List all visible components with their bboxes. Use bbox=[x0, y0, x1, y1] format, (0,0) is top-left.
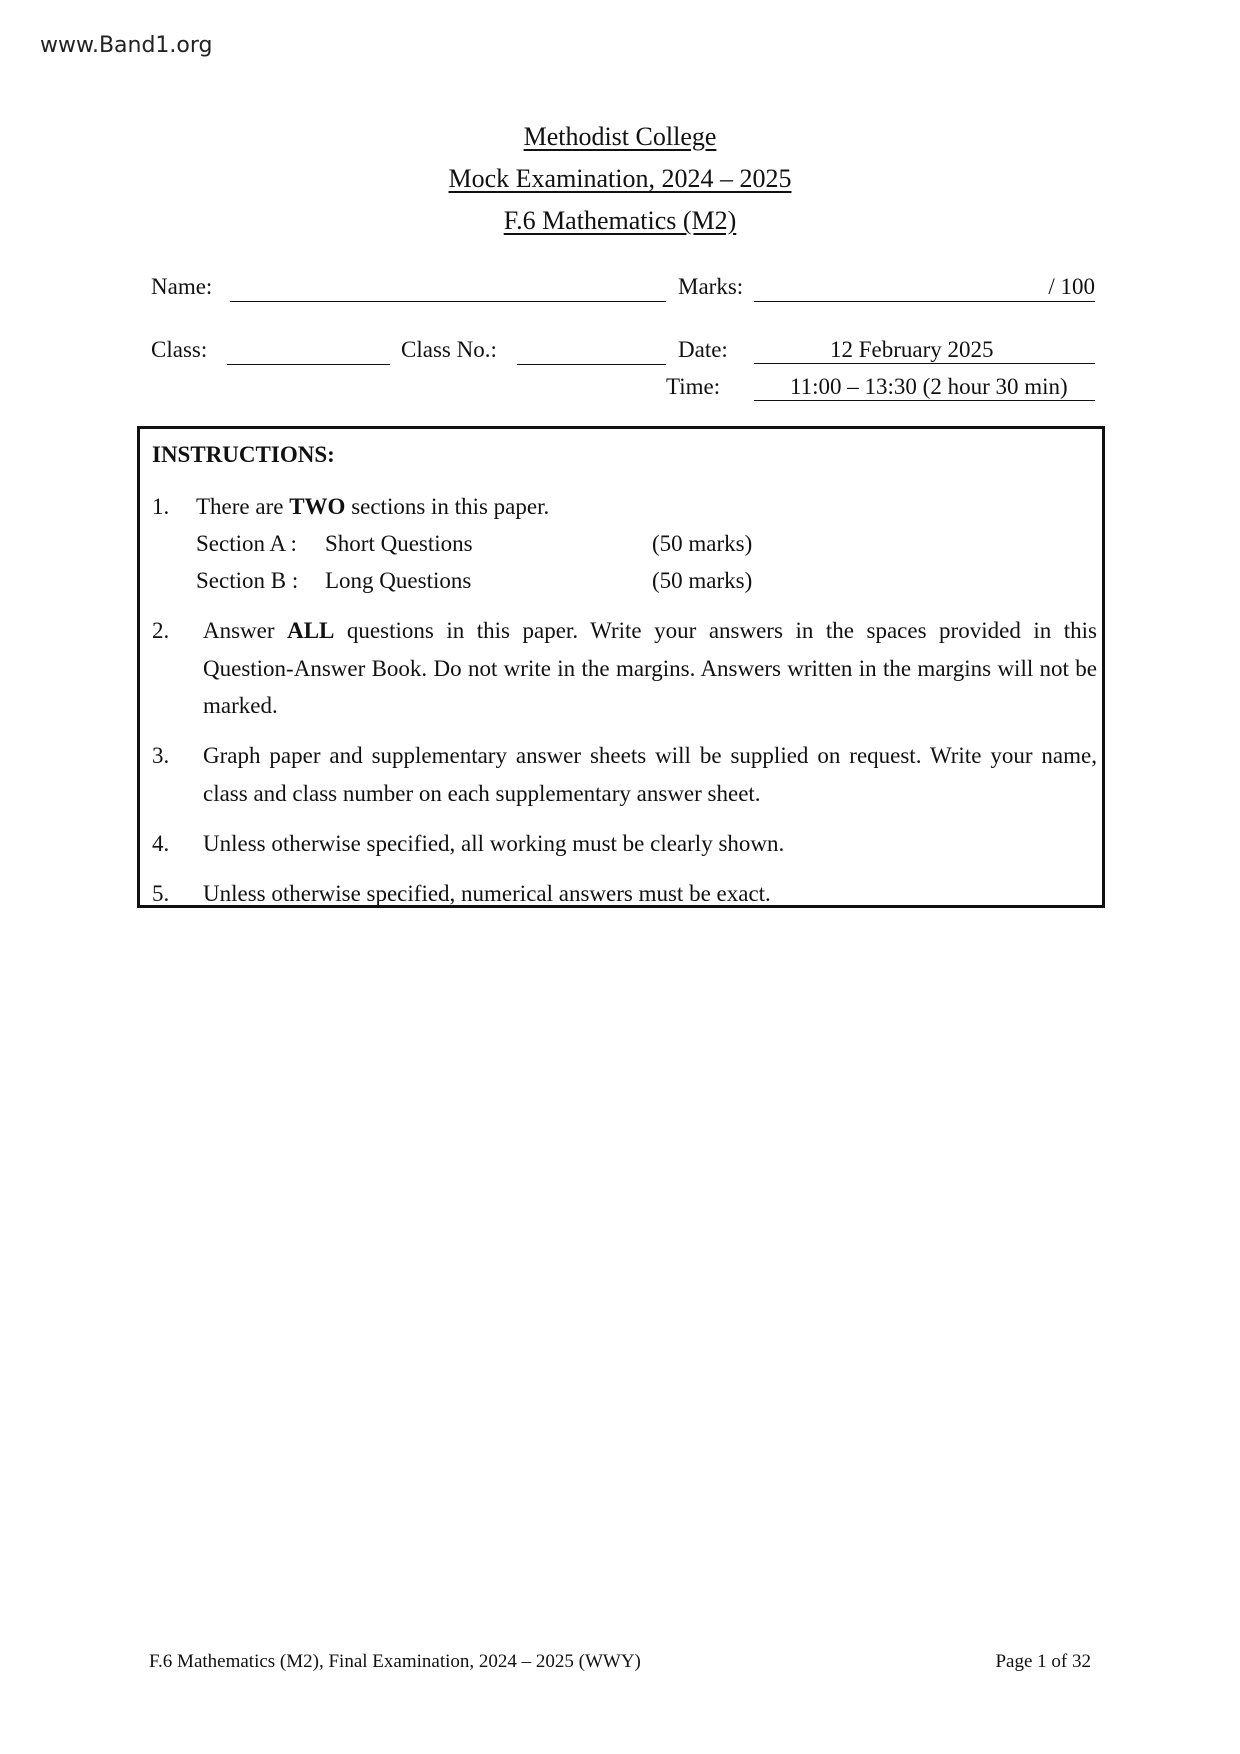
instructions-box bbox=[137, 426, 1105, 908]
name-label: Name: bbox=[151, 274, 213, 299]
item-number: 1. bbox=[152, 494, 170, 519]
section-b-name: Long Questions bbox=[325, 568, 472, 593]
name-field[interactable] bbox=[230, 273, 666, 302]
item-number: 2. bbox=[152, 618, 170, 643]
class-label: Class: bbox=[151, 337, 208, 362]
item-number: 4. bbox=[152, 831, 170, 856]
section-b-label: Section B : bbox=[196, 568, 299, 593]
exam-title: Mock Examination, 2024 – 2025 bbox=[448, 164, 792, 193]
instructions-heading: INSTRUCTIONS: bbox=[152, 442, 335, 467]
marks-label: Marks: bbox=[678, 274, 744, 299]
date-label: Date: bbox=[678, 337, 728, 362]
instruction-item-5: Unless otherwise specified, numerical answers must be exact. bbox=[203, 881, 771, 906]
class-field[interactable] bbox=[227, 336, 390, 365]
instruction-item-4: Unless otherwise specified, all working must be clearly shown. bbox=[203, 831, 785, 856]
watermark: www.Band1.org bbox=[40, 33, 213, 58]
section-a-name: Short Questions bbox=[325, 531, 473, 556]
class-no-field[interactable] bbox=[517, 336, 666, 365]
footer-left: F.6 Mathematics (M2), Final Examination, 2024 – 2025 (WWY) bbox=[149, 1651, 641, 1672]
marks-field[interactable] bbox=[754, 273, 1095, 302]
subject-title: F.6 Mathematics (M2) bbox=[503, 206, 737, 235]
date-field bbox=[754, 336, 1095, 364]
class-no-label: Class No.: bbox=[401, 337, 497, 362]
item-number: 3. bbox=[152, 743, 170, 768]
marks-total: / 100 bbox=[1048, 274, 1095, 299]
instruction-item-2: Answer ALL questions in this paper. Write your answers in the spaces provided in this Question-Answer Book. Do not write in the margins. Answers written in the margins will not be marked. bbox=[203, 618, 1097, 718]
time-field bbox=[754, 373, 1095, 401]
time-label: Time: bbox=[666, 374, 721, 399]
page-number: Page 1 of 32 bbox=[995, 1651, 1091, 1672]
section-a-marks: (50 marks) bbox=[652, 531, 753, 556]
time-value: 11:00 – 13:30 (2 hour 30 min) bbox=[790, 374, 1068, 399]
school-title: Methodist College bbox=[523, 122, 717, 151]
section-b-marks: (50 marks) bbox=[652, 568, 753, 593]
instruction-item-1: There are TWO sections in this paper. bbox=[196, 494, 550, 519]
section-a-label: Section A : bbox=[196, 531, 297, 556]
date-value: 12 February 2025 bbox=[830, 337, 994, 362]
item-number: 5. bbox=[152, 881, 170, 906]
instruction-item-3: Graph paper and supplementary answer sheets will be supplied on request. Write your name, class and class number on each supplementary answer sheet. bbox=[203, 743, 1097, 806]
